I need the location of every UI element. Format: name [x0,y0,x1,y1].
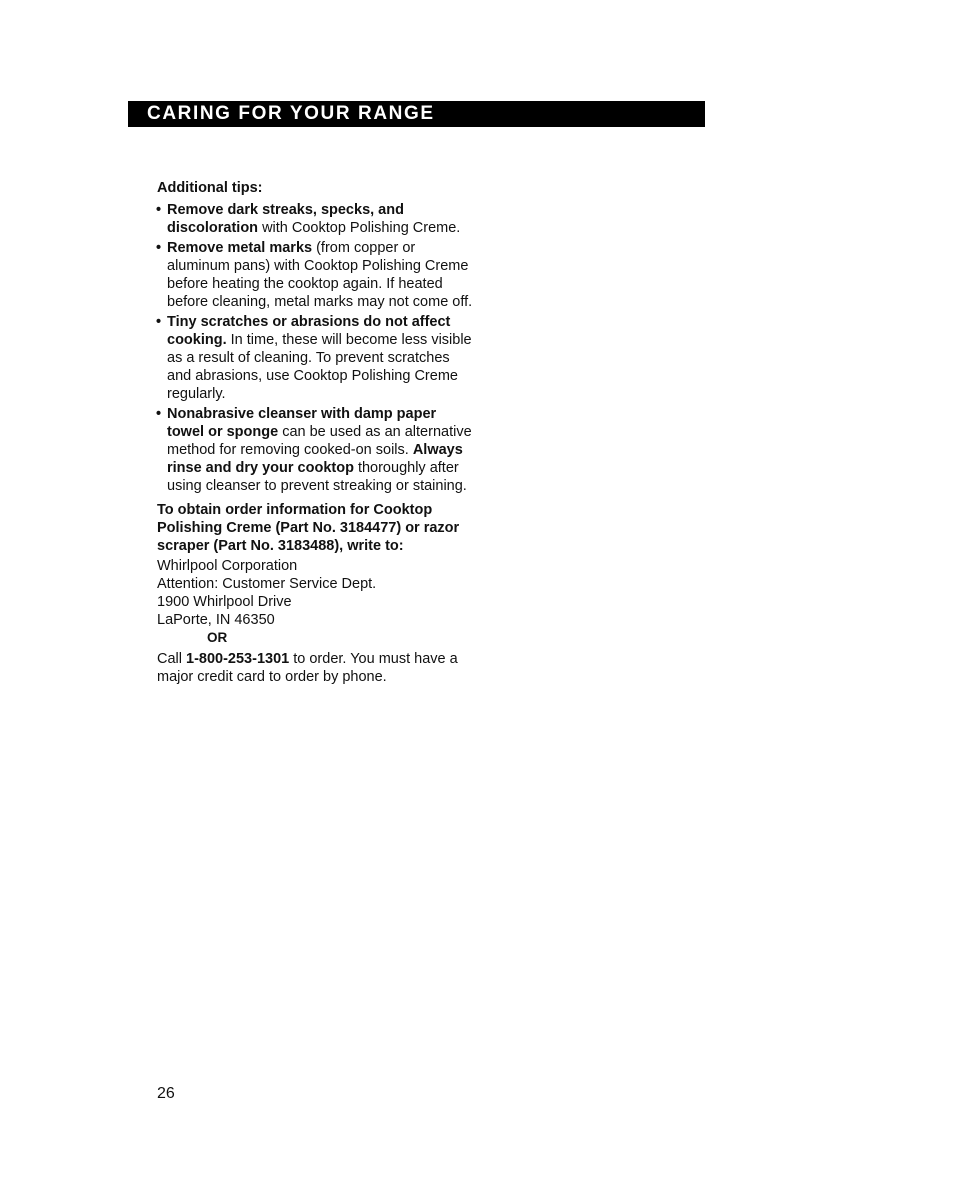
order-heading: To obtain order information for Cooktop Polishing Creme (Part No. 3184477) or razor scraper (Part No. 3183488), write to: [157,502,460,554]
address-attention: Attention: Customer Service Dept. [157,576,377,592]
page-number: 26 [157,1085,175,1102]
address-company: Whirlpool Corporation [157,558,298,574]
tip-item [157,313,477,403]
tip-bold: Nonabrasive cleanser with damp paper towel or sponge [167,406,437,440]
section-header-bar [128,101,705,127]
address-street: 1900 Whirlpool Drive [157,594,292,610]
tip-text: with Cooktop Polishing Creme. [258,220,461,236]
address-city: LaPorte, IN 46350 [157,612,275,628]
tip-text: (from copper or aluminum pans) with Cooktop Polishing Creme before heating the cooktop again. If heated before cleaning, metal marks may not come off. [167,240,473,310]
tip-bold: Remove metal marks [167,240,313,256]
call-prefix: Call [157,651,187,667]
bullet-icon: • [156,202,162,218]
mailing-address [157,557,477,629]
section-title: CARING FOR YOUR RANGE [147,103,435,124]
tip-text: In time, these will become less visible as a result of cleaning. To prevent scratches and abrasions, use Cooktop Polishing Creme regularly. [167,332,472,402]
main-content [157,179,477,686]
bullet-icon: • [156,314,162,330]
tip-item [157,239,477,311]
tip-item [157,405,477,495]
tip-bold: Tiny scratches or abrasions do not affect cooking. [167,314,451,348]
tip-bold: Remove dark streaks, specks, and discoloration [167,202,404,236]
call-suffix: to order. You must have a major credit card to order by phone. [157,651,458,685]
tip-bold-secondary: Always rinse and dry your cooktop [167,442,463,476]
phone-number: 1-800-253-1301 [186,651,290,667]
tips-heading: Additional tips: [157,180,263,196]
tip-text: can be used as an alternative method for removing cooked-on soils. [167,424,472,458]
tip-text-secondary: thoroughly after using cleanser to prevent streaking or staining. [167,460,467,494]
bullet-icon: • [156,240,162,256]
tips-list [157,201,477,495]
tip-item [157,201,477,237]
call-instructions [157,650,477,686]
bullet-icon: • [156,406,162,422]
or-separator: OR [207,630,228,645]
